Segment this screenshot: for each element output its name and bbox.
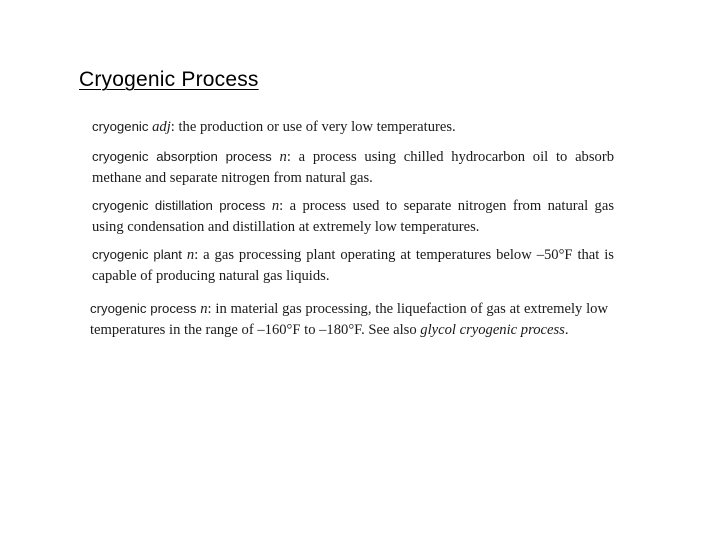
entry-term: cryogenic process	[90, 301, 197, 316]
entry-part-of-speech: n	[271, 198, 280, 214]
entry-term: cryogenic distillation process	[92, 198, 266, 213]
entry-definition: : in material gas processing, the liquefaction of gas at extremely low temperatures in the range of –160°F to –180°F. See also	[90, 301, 608, 338]
glossary-entry-cryogenic-process	[90, 298, 608, 341]
slide-title: Cryogenic Process	[79, 68, 259, 91]
entry-definition: : a process using chilled hydrocarbon oil to absorb methane and separate nitrogen from natural gas.	[92, 149, 614, 186]
entry-definition: : the production or use of very low temperatures.	[170, 119, 456, 135]
entry-part-of-speech: n	[279, 149, 287, 165]
entry-part-of-speech: n	[200, 301, 208, 317]
glossary-entry-cryogenic	[92, 116, 612, 138]
glossary-entry-cryogenic-plant	[92, 244, 614, 287]
glossary-entry-cryogenic-distillation-process	[92, 195, 614, 238]
entry-term: cryogenic absorption process	[92, 149, 272, 164]
entry-end-punctuation: .	[564, 322, 569, 338]
entry-part-of-speech: adj	[152, 119, 171, 135]
entry-definition: : a gas processing plant operating at temperatures below –50°F that is capable of producing natural gas liquids.	[92, 247, 614, 284]
entry-see-also-link: glycol cryogenic process	[420, 322, 565, 338]
entry-term: cryogenic	[92, 119, 149, 134]
entry-part-of-speech: n	[186, 247, 195, 263]
entry-term: cryogenic plant	[92, 247, 182, 262]
entry-definition: : a process used to separate nitrogen from natural gas using condensation and distillation at extremely low temperatures.	[92, 198, 614, 235]
glossary-entry-cryogenic-absorption-process	[92, 146, 614, 189]
